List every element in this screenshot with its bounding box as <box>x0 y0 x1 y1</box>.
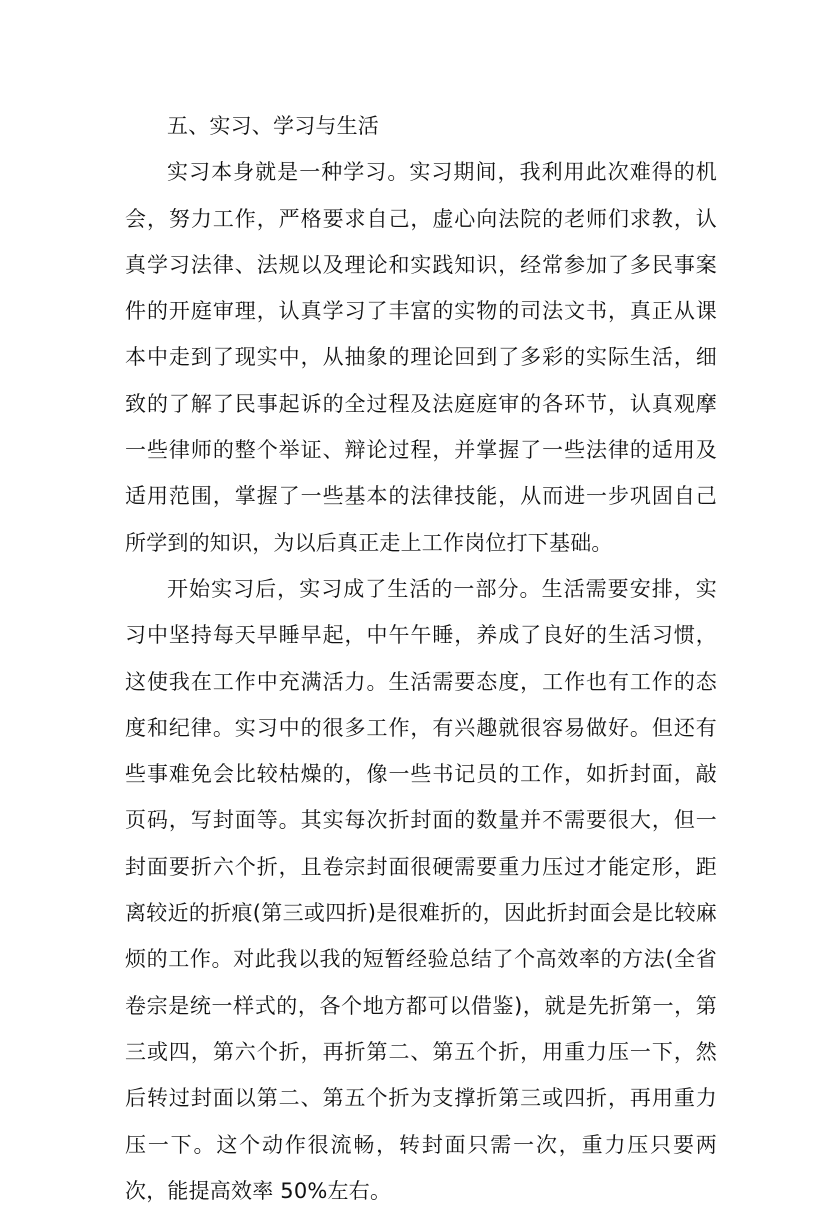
section-heading: 五、实习、学习与生活 <box>167 114 379 138</box>
paragraph-study: 实习本身就是一种学习。实习期间，我利用此次难得的机会，努力工作，严格要求自己，虚心向法院的老师们求教，认真学习法律、法规以及理论和实践知识，经常参加了多民事案件的开庭审理，认真学习了丰富的实物的司法文书，真正从课本中走到了现实中，从抽象的理论回到了多彩的实际生活，细致的了解了民事起诉的全过程及法庭庭审的各环节，认真观摩一些律师的整个举证、辩论过程，并掌握了一些法律的适用及适用范围，掌握了一些基本的法律技能，从而进一步巩固自己所学到的知识，为以后真正走上工作岗位打下基础。 <box>125 160 717 555</box>
paragraph-life: 开始实习后，实习成了生活的一部分。生活需要安排，实习中坚持每天早睡早起，中午午睡，养成了良好的生活习惯，这使我在工作中充满活力。生活需要态度，工作也有工作的态度和纪律。实习中的很多工作，有兴趣就很容易做好。但还有些事难免会比较枯燥的，像一些书记员的工作，如折封面，敲页码，写封面等。其实每次折封面的数量并不需要很大，但一封面要折六个折，且卷宗封面很硬需要重力压过才能定形，距离较近的折痕(第三或四折)是很难折的，因此折封面会是比较麻烦的工作。对此我以我的短暂经验总结了个高效率的方法(全省卷宗是统一样式的，各个地方都可以借鉴)，就是先折第一，第三或四，第六个折，再折第二、第五个折，用重力压一下，然后转过封面以第二、第五个折为支撑折第三或四折，再用重力压一下。这个动作很流畅，转封面只需一次，重力压只要两次，能提高效率 50%左右。 <box>125 576 717 1203</box>
document-body <box>125 103 717 1214</box>
